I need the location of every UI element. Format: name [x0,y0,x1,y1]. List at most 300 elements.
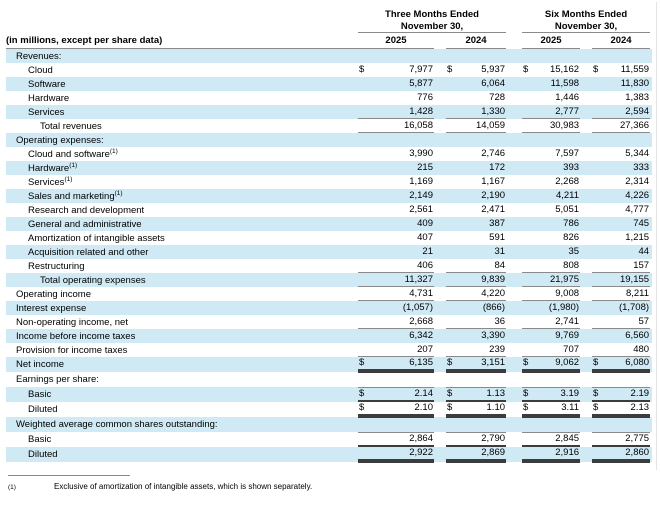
dollar-sign: $ [593,402,599,413]
value: 157 [633,259,650,271]
value-cell [522,91,580,105]
value: 2,314 [625,176,650,187]
value: 35 [568,246,580,257]
dollar-sign: $ [359,388,365,399]
row-label-cell [6,417,358,432]
value: 3,990 [409,148,433,159]
value: 2,268 [555,176,580,187]
row-label: Total operating expenses [40,274,146,286]
value-cell [358,189,434,203]
value: 6,560 [625,330,650,341]
value: 2,864 [409,433,433,444]
dollar-sign: $ [359,357,365,368]
value-cell [358,357,434,372]
value-cell [358,77,434,91]
row-label: Diluted [28,404,58,415]
value-cell [592,417,650,432]
value: (866) [482,302,506,313]
value-cell [358,273,434,287]
value-cell [592,343,650,357]
value-cell [358,217,434,231]
dollar-sign: $ [593,388,599,399]
row-label-cell [6,175,358,189]
value-cell [358,245,434,259]
value-cell [522,189,580,203]
value-cell [446,447,506,462]
value: 2,777 [555,105,580,117]
row-label: Cloud [28,64,53,76]
value-cell [446,119,506,133]
row-label-cell [6,447,358,462]
value: 207 [417,343,433,355]
row-label: Total revenues [40,120,102,132]
row-label-cell [6,147,358,161]
table-row [6,119,652,133]
value: 9,769 [555,330,580,341]
value-cell [522,417,580,432]
value-cell [522,105,580,119]
value: 3,151 [481,357,506,368]
table-row [6,315,652,329]
row-label-cell [6,372,358,387]
value: 407 [417,232,433,243]
value-cell [522,133,580,147]
value: 4,777 [625,204,650,215]
row-label-cell [6,259,358,273]
value-cell [592,231,650,245]
value: 1.10 [486,402,506,413]
value: 215 [417,162,433,173]
row-label: Basic [28,389,52,400]
value: 2.19 [630,388,650,399]
income-statement-table [6,8,652,463]
value: 786 [563,218,580,229]
value-cell [522,231,580,245]
value-cell [358,49,434,64]
row-label-cell [6,287,358,301]
value: 6,080 [625,357,650,368]
value-cell [592,63,650,77]
value-cell [446,287,506,301]
six-months-subtitle: November 30, [522,20,650,33]
table-row [6,447,652,462]
value: 5,344 [625,148,650,159]
value: 333 [633,162,650,173]
value-cell [446,315,506,329]
value: 172 [489,162,506,173]
value-cell [358,203,434,217]
value-cell [522,357,580,372]
value: (1,708) [618,302,650,313]
value: 5,877 [409,78,433,89]
value: 239 [489,343,506,355]
value: 31 [494,246,506,257]
value-cell [522,329,580,343]
value: (1,057) [402,302,433,313]
value: 2,922 [409,447,433,458]
value: 11,830 [620,78,650,89]
value-cell [358,343,434,357]
value: 6,064 [481,78,506,89]
year-column-header: 2024 [592,33,650,49]
value: 6,135 [409,357,433,368]
row-label: Hardware [28,162,70,174]
value-cell [522,119,580,133]
value: 27,366 [619,119,650,131]
value-cell [592,287,650,301]
value-cell [522,203,580,217]
value-cell [522,77,580,91]
footnote-ref: (1) [64,175,73,183]
value-cell [358,161,434,175]
row-label: Non-operating income, net [16,316,128,328]
value: 2,741 [555,315,580,327]
value-cell [592,447,650,462]
value: 9,008 [555,287,580,299]
value-cell [522,432,580,447]
value: 2.14 [414,388,433,399]
table-row [6,217,652,231]
value: 2.13 [630,402,650,413]
value: 776 [417,92,433,103]
value: 8,211 [625,287,650,299]
value-cell [358,432,434,447]
value-cell [592,273,650,287]
table-row [6,175,652,189]
value: 5,937 [481,64,506,75]
value-cell [592,161,650,175]
value-cell [592,387,650,402]
value-cell [592,402,650,417]
footnote-marker: (1) [8,484,16,491]
value-cell [358,105,434,119]
row-label-cell [6,273,358,287]
year-column-header: 2025 [358,33,434,49]
dollar-sign: $ [447,64,453,75]
table-row [6,432,652,447]
table-row [6,105,652,119]
value: 5,051 [555,204,580,215]
value-cell [358,63,434,77]
row-label: Research and development [28,204,145,216]
value-cell [446,372,506,387]
header-period-titles [6,8,652,20]
value-cell [446,417,506,432]
value-cell [446,343,506,357]
value-cell [446,357,506,372]
value-cell [522,402,580,417]
row-label: Restructuring [28,260,85,272]
value-cell [522,245,580,259]
row-label: Earnings per share: [16,374,99,385]
table-row [6,245,652,259]
row-label-cell [6,315,358,329]
table-row [6,231,652,245]
value-cell [358,133,434,147]
row-label: Revenues: [16,50,62,62]
value: 1,167 [481,176,506,187]
header-period-subtitles [6,20,652,33]
row-label-cell [6,329,358,343]
row-label-cell [6,161,358,175]
value: 36 [494,315,506,327]
year-column-header: 2024 [446,33,506,49]
row-label: Acquisition related and other [28,246,149,258]
value: 3.11 [561,402,580,413]
value: 2,775 [625,433,650,444]
value-cell [358,91,434,105]
value: 2,668 [409,315,433,327]
value-cell [358,287,434,301]
value-cell [446,175,506,189]
value: 2,561 [409,204,433,215]
value: 4,211 [555,190,580,201]
table-row [6,273,652,287]
value: 4,731 [409,287,433,299]
value-cell [446,402,506,417]
value: 4,226 [625,190,650,201]
row-label: Hardware [28,92,70,104]
value: 21 [422,246,433,257]
row-label: Basic [28,434,52,445]
value-cell [446,63,506,77]
row-label: Operating expenses: [16,134,104,146]
value: 11,598 [550,78,580,89]
value: 84 [494,259,506,271]
value: 7,597 [555,148,580,159]
value: 3.19 [560,388,580,399]
page-edge-line [656,2,657,470]
value-cell [592,432,650,447]
value: 728 [489,92,506,103]
dollar-sign: $ [447,388,453,399]
table-row [6,161,652,175]
row-label: Sales and marketing [28,190,115,202]
value-cell [522,447,580,462]
value-cell [358,315,434,329]
value-cell [592,77,650,91]
value-cell [592,245,650,259]
value-cell [446,189,506,203]
value-cell [446,133,506,147]
value-cell [522,387,580,402]
value-cell [446,161,506,175]
value-cell [592,329,650,343]
footnote [8,482,660,493]
value-cell [522,63,580,77]
value: 808 [563,259,580,271]
dollar-sign: $ [359,402,365,413]
value-cell [358,417,434,432]
table-row [6,329,652,343]
value-cell [358,329,434,343]
value: 57 [638,315,650,327]
value: 1,169 [409,176,433,187]
row-label-cell [6,77,358,91]
value: 11,327 [404,273,433,285]
value: 707 [563,343,580,355]
value-cell [446,91,506,105]
value-cell [446,273,506,287]
dollar-sign: $ [523,402,529,413]
value-cell [592,105,650,119]
table-row [6,77,652,91]
header-year-row [6,33,652,49]
value: 2.10 [414,402,433,413]
value-cell [522,147,580,161]
row-label: General and administrative [28,218,142,230]
value: 11,559 [620,64,650,75]
value: 745 [633,218,650,229]
value: 2,190 [481,190,506,201]
value-cell [592,315,650,329]
table-row [6,133,652,147]
value-cell [522,217,580,231]
footnote-text: Exclusive of amortization of intangible assets, which is shown separately. [54,482,313,491]
value: 21,975 [549,273,580,285]
value: 591 [489,232,506,243]
value: 30,983 [549,119,580,131]
value: (1,980) [548,302,580,313]
row-label-cell [6,189,358,203]
value-cell [446,105,506,119]
footnote-ref: (1) [109,147,118,155]
value-cell [446,203,506,217]
value: 409 [417,218,433,229]
value: 7,977 [409,64,433,75]
value: 14,059 [475,119,506,131]
row-label-cell [6,63,358,77]
table-row [6,301,652,315]
footnote-divider [8,475,130,476]
row-label-cell [6,217,358,231]
table-row [6,417,652,432]
row-label-cell [6,231,358,245]
units-label: (in millions, except per share data) [6,33,358,49]
value-cell [522,301,580,315]
row-label: Services [28,106,65,118]
value: 19,155 [619,273,650,285]
dollar-sign: $ [593,357,599,368]
value-cell [446,329,506,343]
row-label: Provision for income taxes [16,344,128,356]
value-cell [446,387,506,402]
table-row [6,343,652,357]
value: 44 [638,246,650,257]
table-row [6,49,652,64]
table-row [6,387,652,402]
table-row [6,357,652,372]
value: 16,058 [403,119,433,131]
value: 826 [563,232,580,243]
value-cell [522,49,580,64]
value-cell [358,259,434,273]
row-label-cell [6,203,358,217]
value-cell [592,203,650,217]
value-cell [592,147,650,161]
row-label: Services [28,176,65,188]
value: 15,162 [549,64,580,75]
value-cell [592,372,650,387]
value: 6,342 [409,330,433,341]
value: 406 [417,259,433,271]
row-label: Interest expense [16,302,87,314]
table-row [6,259,652,273]
row-label-cell [6,49,358,64]
value-cell [358,402,434,417]
value-cell [446,49,506,64]
value: 1,428 [409,105,433,117]
value-cell [446,217,506,231]
year-column-header: 2025 [522,33,580,49]
value: 2,594 [625,105,650,117]
value: 2,860 [625,447,650,458]
dollar-sign: $ [523,357,529,368]
value: 480 [633,343,650,355]
row-label-cell [6,432,358,447]
footnote-ref: (1) [114,189,123,197]
footnote-ref: (1) [69,161,78,169]
row-label-cell [6,343,358,357]
table-row [6,203,652,217]
value: 2,746 [481,148,506,159]
value-cell [522,259,580,273]
value-cell [446,259,506,273]
table-row [6,147,652,161]
value: 1,446 [555,92,580,103]
value-cell [522,287,580,301]
value: 3,390 [481,330,506,341]
value-cell [592,301,650,315]
value-cell [522,372,580,387]
value-cell [592,91,650,105]
value: 1,330 [481,105,506,117]
value-cell [446,77,506,91]
value: 9,839 [481,273,506,285]
value-cell [592,49,650,64]
value-cell [358,119,434,133]
value-cell [446,245,506,259]
row-label-cell [6,245,358,259]
dollar-sign: $ [447,357,453,368]
value-cell [522,315,580,329]
value: 2,845 [555,433,580,444]
row-label: Operating income [16,288,91,300]
value-cell [522,273,580,287]
value-cell [446,231,506,245]
value: 2,149 [409,190,433,201]
value: 1,383 [625,92,650,103]
value-cell [358,447,434,462]
value: 4,220 [481,287,506,299]
table-row [6,189,652,203]
table-row [6,63,652,77]
value-cell [358,387,434,402]
table-row [6,91,652,105]
value: 2,471 [481,204,506,215]
dollar-sign: $ [593,64,599,75]
value-cell [358,372,434,387]
value-cell [592,133,650,147]
value-cell [592,119,650,133]
value-cell [522,161,580,175]
value: 1.13 [486,388,506,399]
value-cell [592,259,650,273]
row-label: Diluted [28,449,58,460]
value: 387 [489,218,506,229]
value-cell [446,147,506,161]
value: 1,215 [625,232,650,243]
